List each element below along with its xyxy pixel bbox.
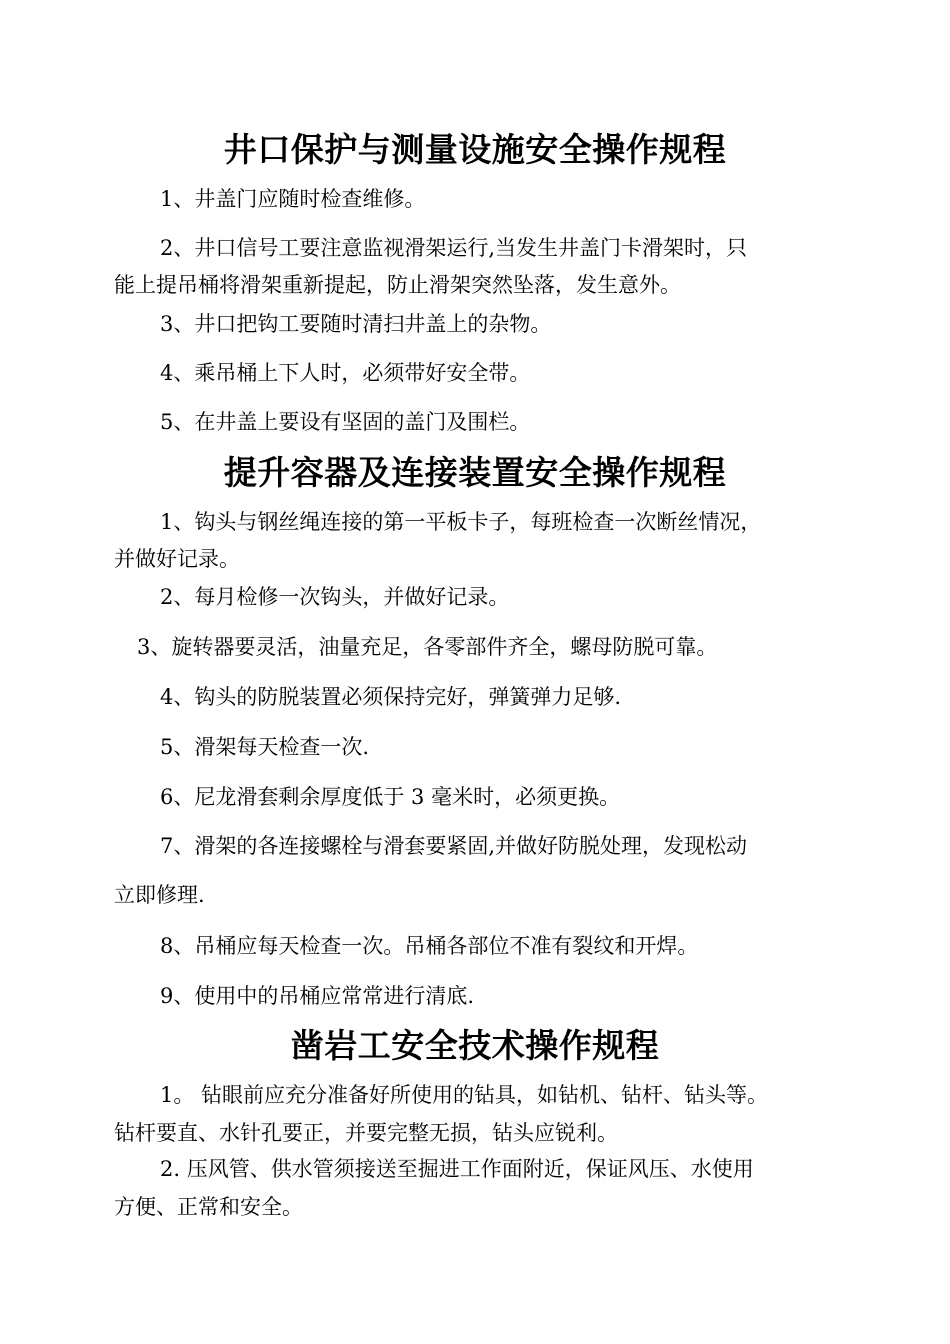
paragraph-line: 立即修理. — [114, 883, 205, 907]
section-title: 凿岩工安全技术操作规程 — [290, 1026, 660, 1065]
paragraph-line: 4、钩头的防脱装置必须保持完好，弹簧弹力足够. — [160, 685, 622, 709]
paragraph-line: 1。 钻眼前应充分准备好所使用的钻具，如钻机、钻杆、钻头等。 — [160, 1083, 769, 1107]
paragraph-line: 1、钩头与钢丝绳连接的第一平板卡子，每班检查一次断丝情况， — [160, 510, 762, 534]
section-title: 井口保护与测量设施安全操作规程 — [223, 130, 727, 169]
paragraph-line: 2、井口信号工要注意监视滑架运行,当发生井盖门卡滑架时，只 — [160, 236, 748, 260]
paragraph-line: 5、滑架每天检查一次. — [160, 735, 370, 759]
paragraph-line: 方便、正常和安全。 — [114, 1195, 303, 1219]
section-title: 提升容器及连接装置安全操作规程 — [223, 453, 727, 492]
paragraph-line: 3、旋转器要灵活，油量充足，各零部件齐全，螺母防脱可靠。 — [137, 635, 718, 659]
paragraph-line: 7、滑架的各连接螺栓与滑套要紧固,并做好防脱处理，发现松动 — [160, 834, 748, 858]
paragraph-line: 8、吊桶应每天检查一次。吊桶各部位不准有裂纹和开焊。 — [160, 934, 699, 958]
paragraph-line: 6、尼龙滑套剩余厚度低于 3 毫米时，必须更换。 — [160, 785, 621, 809]
paragraph-line: 能上提吊桶将滑架重新提起，防止滑架突然坠落，发生意外。 — [114, 273, 681, 297]
paragraph-line: 2. 压风管、供水管须接送至掘进工作面附近，保证风压、水使用 — [160, 1157, 754, 1181]
paragraph-line: 3、井口把钩工要随时清扫井盖上的杂物。 — [160, 312, 552, 336]
paragraph-line: 4、乘吊桶上下人时，必须带好安全带。 — [160, 361, 531, 385]
paragraph-line: 钻杆要直、水针孔要正，并要完整无损，钻头应锐利。 — [114, 1121, 618, 1145]
paragraph-line: 并做好记录。 — [114, 547, 240, 571]
paragraph-line: 1、井盖门应随时检查维修。 — [160, 187, 426, 211]
paragraph-line: 9、使用中的吊桶应常常进行清底. — [160, 984, 475, 1008]
paragraph-line: 2、每月检修一次钩头，并做好记录。 — [160, 585, 510, 609]
paragraph-line: 5、在井盖上要设有坚固的盖门及围栏。 — [160, 410, 531, 434]
